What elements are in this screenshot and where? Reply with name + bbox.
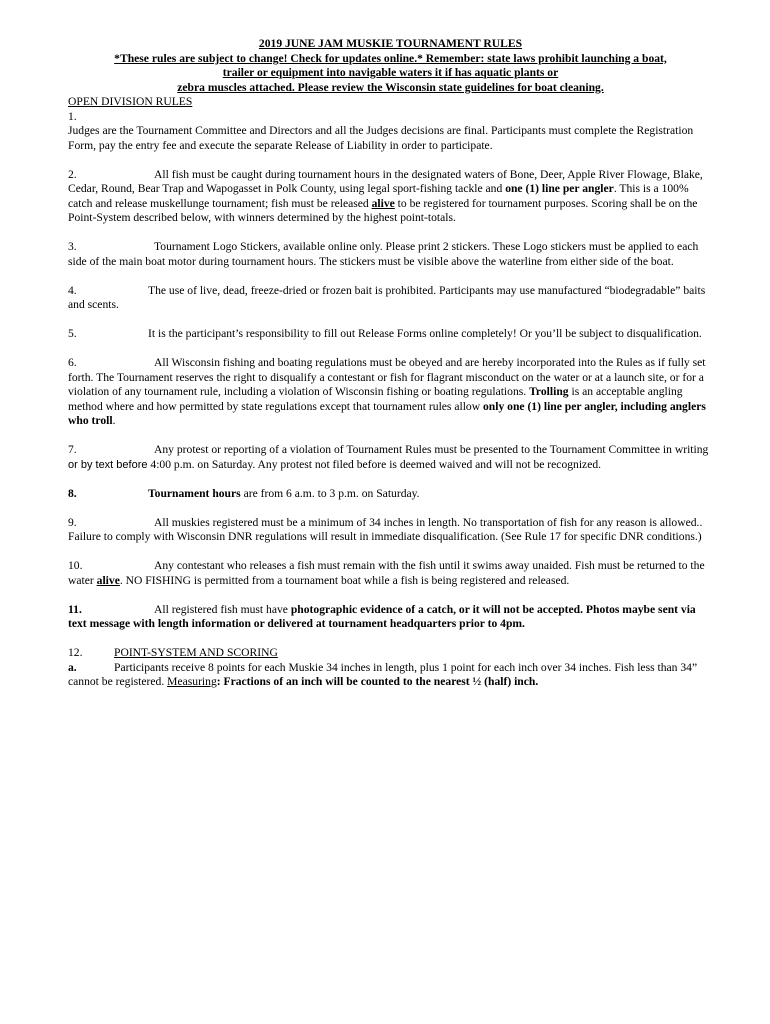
rule-text: . NO FISHING is permitted from a tournament boat while a fish is being registered and released. <box>119 573 570 587</box>
rule-11 <box>68 603 713 632</box>
rule-emphasis: only one (1) line per angler, including anglers who troll <box>68 399 706 427</box>
rule-number: 10. <box>68 559 83 572</box>
rule-1 <box>68 110 713 154</box>
rule-3 <box>68 240 713 269</box>
rule-text: The use of live, dead, freeze-dried or frozen bait is prohibited. Participants may use manufactured “biodegradable” baits and scents. <box>68 283 706 311</box>
rule-emphasis: one (1) line per angler <box>505 182 614 195</box>
rule-number: 8. <box>68 486 77 500</box>
rule-10 <box>68 559 713 588</box>
rule-text: Judges are the Tournament Committee and Directors and all the Judges decisions are final. Participants must complete the Registration Form, pay the entry fee and execute the separate Release of Liability in order to participate. <box>68 124 694 152</box>
rule-emphasis: : Fractions of an inch will be counted to the nearest ½ (half) inch. <box>216 675 539 688</box>
rule-text: Participants receive 8 points for each Muskie 34 inches in length, plus 1 point for each inch over 34 inches. Fish less than 34” cannot be registered. <box>68 660 698 688</box>
rule-4 <box>68 284 713 313</box>
notice-line-1: *These rules are subject to change! Check for updates online.* Remember: state laws prohibit launching a boat, <box>114 51 667 65</box>
rule-emphasis: alive <box>96 573 120 587</box>
rule-text: . <box>112 414 116 427</box>
rule-text: Any contestant who releases a fish must remain with the fish until it swims away unaided. Fish must be returned to the water <box>68 559 705 587</box>
rule-text: to be registered for tournament purposes. Scoring shall be on the Point-System described below, with winners determined by the highest point-totals. <box>68 196 698 224</box>
rule-text: 4:00 p.m. on Saturday. Any protest not filed before is deemed waived and will not be recognized. <box>147 457 602 471</box>
rule-emphasis: Trolling <box>529 385 569 398</box>
rule-emphasis: Measuring <box>167 675 217 688</box>
rule-text: Tournament Logo Stickers, available online only. Please print 2 stickers. These Logo stickers must be applied to each side of the main boat motor during tournament hours. The stickers must be visible above the waterline from either side of the boat. <box>68 240 699 268</box>
rule-emphasis: photographic evidence of a catch, or it will not be accepted. Photos maybe sent via text message with length information or delivered at tournament headquarters prior to 4pm. <box>68 602 696 630</box>
rule-text: are from 6 a.m. to 3 p.m. on Saturday. <box>240 486 420 500</box>
rule-5 <box>68 327 713 342</box>
rule-number: 12. <box>68 646 83 659</box>
rule-text: All registered fish must have <box>154 602 291 616</box>
rule-12a <box>68 661 713 690</box>
rule-heading: POINT-SYSTEM AND SCORING <box>114 646 278 659</box>
rule-6 <box>68 356 713 429</box>
rule-text: All fish must be caught during tournament hours in the designated waters of Bone, Deer, Apple River Flowage, Blake, Cedar, Round, Bear Trap and Wapogasset in Polk County, using legal sport-fishing tackle and <box>68 167 703 195</box>
rule-text: or by text before <box>68 458 148 471</box>
rule-number: 11. <box>68 602 82 616</box>
rule-number: 6. <box>68 356 77 369</box>
document-title: 2019 JUNE JAM MUSKIE TOURNAMENT RULES <box>258 37 523 50</box>
rule-7 <box>68 443 713 472</box>
rule-2 <box>68 168 713 226</box>
rule-emphasis: Tournament hours <box>148 486 241 500</box>
rule-text: All Wisconsin fishing and boating regulations must be obeyed and are hereby incorporated into the Rules as if fully set forth. The Tournament reserves the right to disqualify a contestant or fish for flagrant misconduct on the water or at a launch site, or for a violation of any tournament rule, including a violation of Wisconsin fishing or boating regulations. <box>68 356 706 398</box>
rules-document <box>68 37 713 690</box>
rule-number: 7. <box>68 443 77 456</box>
rule-number: 5. <box>68 327 77 340</box>
rule-text: is an acceptable angling method where and how permitted by state regulations except that tournament rules allow <box>68 385 683 413</box>
notice-line-2: trailer or equipment into navigable waters it if has aquatic plants or <box>222 66 559 79</box>
rule-text: . This is a 100% catch and release muskellunge tournament; fish must be released <box>68 182 689 210</box>
rule-number: 4. <box>68 283 77 297</box>
rule-number: 9. <box>68 515 77 529</box>
rule-8 <box>68 487 713 502</box>
division-heading: OPEN DIVISION RULES <box>68 95 193 108</box>
rule-emphasis: alive <box>371 196 395 210</box>
subrule-label: a. <box>68 660 77 674</box>
notice-line-3: zebra muscles attached. Please review the Wisconsin state guidelines for boat cleaning. <box>177 80 604 94</box>
rule-text: It is the participant’s responsibility to fill out Release Forms online completely! Or you’ll be subject to disqualification. <box>148 327 702 340</box>
rule-number: 2. <box>68 167 77 181</box>
rule-9 <box>68 516 713 545</box>
rule-number: 1. <box>68 109 77 123</box>
rule-number: 3. <box>68 240 77 253</box>
rule-text: All muskies registered must be a minimum of 34 inches in length. No transportation of fish for any reason is allowed.. Failure to comply with Wisconsin DNR regulations will result in immediate disqualification. (See Rule 17 for specific DNR conditions.) <box>68 515 703 543</box>
rule-text: Any protest or reporting of a violation of Tournament Rules must be presented to the Tournament Committee in writing <box>154 443 709 456</box>
rule-12 <box>68 646 713 690</box>
